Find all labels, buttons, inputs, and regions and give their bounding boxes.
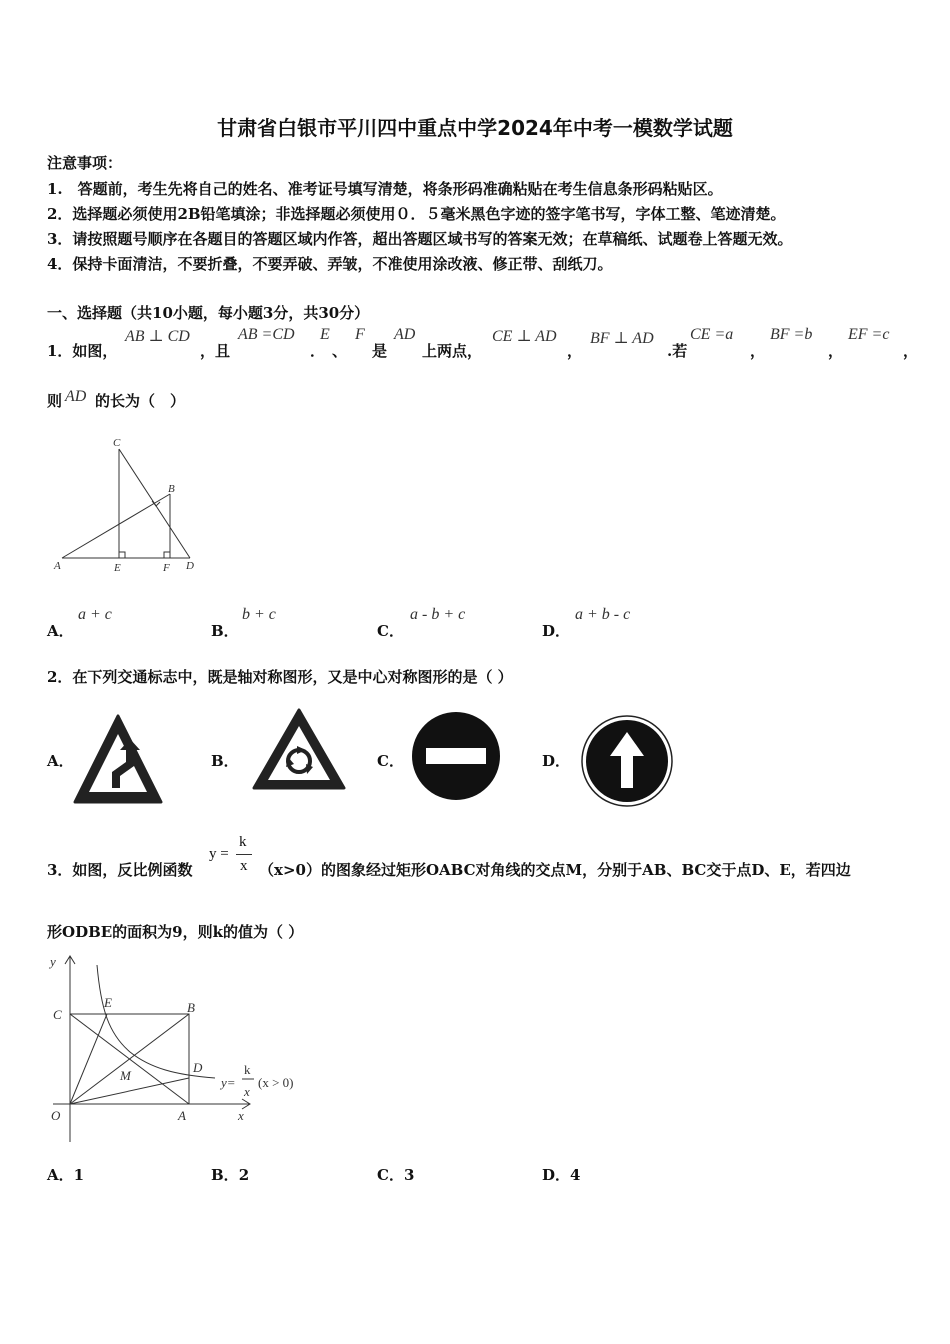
q1-math: E: [320, 326, 330, 343]
label-D: D: [193, 1060, 203, 1075]
double-bend-warning-sign-icon: [72, 712, 164, 806]
q3-hyperbola-figure: [45, 950, 310, 1150]
q1-math: AB ⊥ CD: [125, 328, 190, 345]
q3-fraction-lhs: y =: [209, 846, 229, 862]
label-B: B: [187, 1000, 195, 1015]
q1-math: EF =c: [848, 326, 890, 343]
roundabout-warning-sign-icon: [250, 706, 348, 794]
label-A: A: [54, 560, 61, 572]
q1-text: 、: [332, 342, 348, 360]
q1-math: AD: [65, 388, 87, 405]
q1-option-d-letter: D．: [542, 622, 571, 640]
q2-option-c-letter: C．: [377, 752, 404, 770]
q1-option-c-letter: C．: [377, 622, 404, 640]
q1-math: BF ⊥ AD: [590, 330, 654, 347]
label-F: F: [163, 562, 170, 574]
label-C: C: [113, 437, 121, 449]
q1-text: ．: [310, 342, 326, 360]
notice-heading: 注意事项：: [47, 154, 123, 172]
notice-item: 1. 答题前，考生先将自己的姓名、准考证号填写清楚，将条形码准确粘贴在考生信息条形码粘贴区。: [47, 180, 723, 198]
label-y: y: [50, 954, 56, 969]
q1-math: AD: [394, 326, 416, 343]
curve-label-den: x: [244, 1084, 250, 1099]
label-D: D: [186, 560, 194, 572]
q1-math: CE ⊥ AD: [492, 328, 557, 345]
curve-label-lhs: y=: [221, 1075, 236, 1090]
q2-text: 2．在下列交通标志中，既是轴对称图形，又是中心对称图形的是（ ）: [47, 668, 513, 686]
notice-item: 3．请按照题号顺序在各题目的答题区域内作答，超出答题区域书写的答案无效；在草稿纸、试题卷上答题无效。: [47, 230, 793, 248]
q3-fraction-den: x: [240, 858, 248, 874]
q3-prefix: 3．如图，反比例函数: [47, 861, 193, 879]
label-E: E: [104, 995, 112, 1010]
page-title: 甘肃省白银市平川四中重点中学2024年中考一模数学试题: [217, 116, 733, 140]
q1-text: 上两点，: [422, 342, 483, 360]
curve-label-cond: (x > 0): [258, 1075, 294, 1090]
label-O: O: [51, 1108, 61, 1123]
label-B: B: [168, 483, 175, 495]
q1-math: BF =b: [770, 326, 813, 343]
q1-text: ，: [567, 342, 583, 360]
q2-option-a-letter: A．: [47, 752, 74, 770]
section-heading: 一、选择题（共10小题，每小题3分，共30分）: [47, 304, 370, 322]
q1-text: ，: [750, 342, 766, 360]
label-A: A: [178, 1108, 186, 1123]
q3-option-b: B．2: [211, 1166, 250, 1184]
q2-option-b-letter: B．: [211, 752, 239, 770]
label-C: C: [53, 1007, 62, 1022]
label-E: E: [114, 562, 121, 574]
q1-math: CE =a: [690, 326, 734, 343]
q1-text: ，: [828, 342, 844, 360]
q3-fraction-num: k: [239, 834, 247, 850]
q3-option-c: C．3: [377, 1166, 415, 1184]
straight-ahead-sign-icon: [580, 714, 674, 808]
q1-line2: 的长为（ ）: [95, 392, 186, 410]
q1-triangle-figure: [50, 432, 200, 577]
notice-item: 4．保持卡面清洁，不要折叠，不要弄破、弄皱，不准使用涂改液、修正带、刮纸刀。: [47, 255, 613, 273]
q1-option-c-expr: a - b + c: [410, 606, 466, 623]
label-x: x: [238, 1108, 244, 1123]
notice-item: 2．选择题必须使用2B铅笔填涂；非选择题必须使用０．５毫米黑色字迹的签字笔书写，字体工整、笔迹清楚。: [47, 205, 786, 223]
q1-text: ，且: [200, 342, 231, 360]
q1-option-b-letter: B．: [211, 622, 239, 640]
q1-option-a-letter: A．: [47, 622, 74, 640]
q3-option-d: D．4: [542, 1166, 581, 1184]
q3-line2: 形ODBE的面积为9，则k的值为（ ）: [47, 923, 304, 941]
no-entry-sign-icon: [410, 710, 502, 802]
q1-math: AB =CD: [238, 326, 295, 343]
q1-math: F: [355, 326, 365, 343]
q3-option-a: A．1: [47, 1166, 85, 1184]
q1-option-a-expr: a + c: [78, 606, 112, 623]
q1-text: ，: [903, 342, 919, 360]
q3-fraction-bar: [236, 854, 252, 855]
q1-option-d-expr: a + b - c: [575, 606, 631, 623]
label-M: M: [120, 1068, 131, 1083]
q1-line2: 则: [47, 392, 63, 410]
q1-option-b-expr: b + c: [242, 606, 276, 623]
q1-text: .若: [667, 342, 688, 360]
q1-prefix: 1．如图，: [47, 342, 118, 360]
curve-label-num: k: [244, 1062, 251, 1077]
q2-option-d-letter: D．: [542, 752, 571, 770]
q1-text: 是: [372, 342, 388, 360]
q3-suffix: （x>0）的图象经过矩形OABC对角线的交点M，分别于AB、BC交于点D、E，若四边: [259, 861, 851, 879]
